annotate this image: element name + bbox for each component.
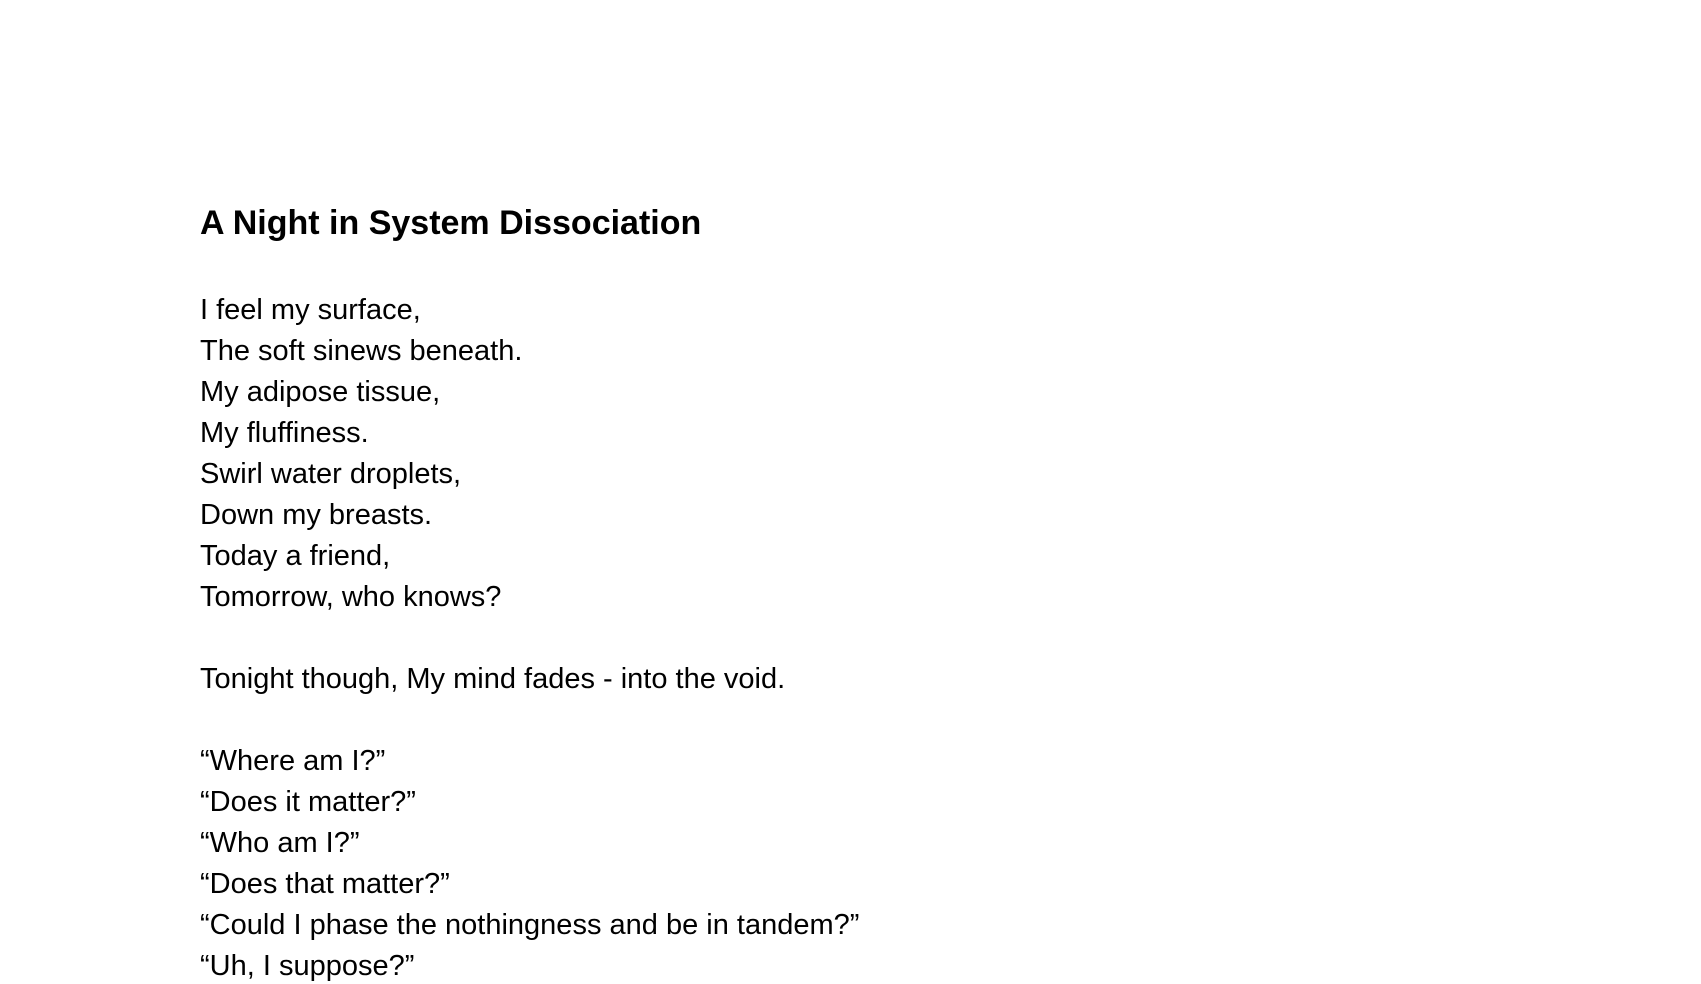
poem-line: My adipose tissue, xyxy=(200,376,441,408)
poem-line: I feel my surface, xyxy=(200,294,421,326)
poem-line: My fluffiness. xyxy=(200,417,369,449)
poem-line: Swirl water droplets, xyxy=(200,458,462,490)
poem-line: “Where am I?” xyxy=(200,745,386,777)
poem-line: Tonight though, My mind fades - into the void. xyxy=(200,663,786,695)
poem-line: “Could I phase the nothingness and be in tandem?” xyxy=(200,909,860,941)
poem-line: “Does that matter?” xyxy=(200,868,450,900)
poem-line: Tomorrow, who knows? xyxy=(200,581,502,613)
poem-line: “Uh, I suppose?” xyxy=(200,950,415,982)
poem-line: “Who am I?” xyxy=(200,827,360,859)
poem-line: Down my breasts. xyxy=(200,499,433,531)
poem-title: A Night in System Dissociation xyxy=(200,204,702,242)
poem-line: “Does it matter?” xyxy=(200,786,416,818)
poem-line: Today a friend, xyxy=(200,540,391,572)
poem-line: The soft sinews beneath. xyxy=(200,335,523,367)
